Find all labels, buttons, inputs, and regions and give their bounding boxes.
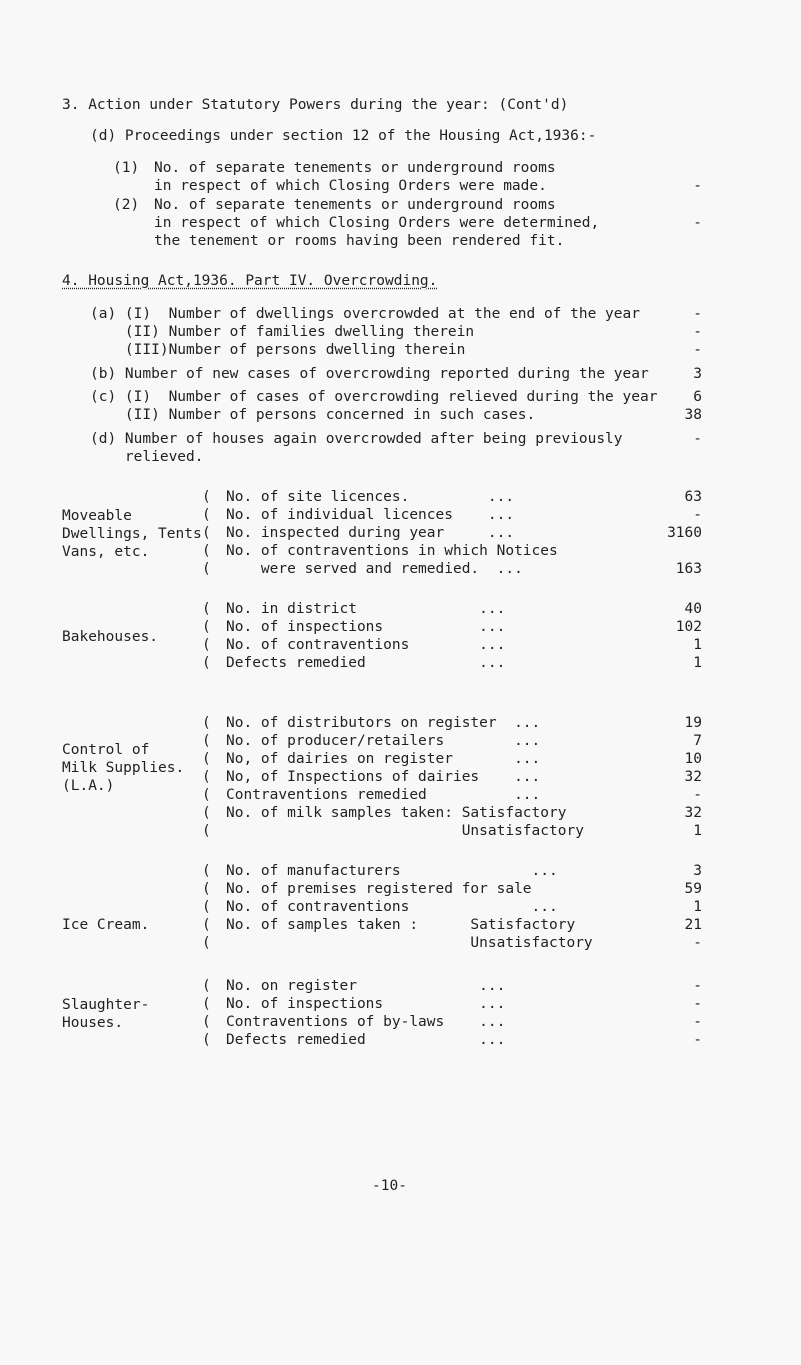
- ice-row-4: No. of samples taken : Satisfactory: [226, 917, 576, 933]
- item-a-ii-value: -: [693, 324, 702, 340]
- milk-row-7-value: 1: [693, 823, 702, 839]
- item-1-line-2: in respect of which Closing Orders were made.: [154, 178, 547, 194]
- item-d-value: -: [693, 431, 702, 447]
- page-number: -10-: [372, 1178, 407, 1194]
- bakehouses-row-4: Defects remedied ...: [226, 655, 506, 671]
- slaughter-row-1-value: -: [693, 978, 702, 994]
- milk-row-3-value: 10: [684, 751, 702, 767]
- item-a-i: (a) (I) Number of dwellings overcrowded at the end of the year: [90, 306, 640, 322]
- bakehouses-row-4-value: 1: [693, 655, 702, 671]
- moveable-bracket: ( ( ( ( (: [202, 489, 211, 577]
- ice-row-3-value: 1: [693, 899, 702, 915]
- moveable-row-4: No. of contraventions in which Notices: [226, 543, 558, 559]
- milk-row-4: No, of Inspections of dairies ...: [226, 769, 541, 785]
- ice-row-1-value: 3: [693, 863, 702, 879]
- subsection-d-title: (d) Proceedings under section 12 of the Housing Act,1936:-: [90, 128, 597, 144]
- item-a-i-value: -: [693, 306, 702, 322]
- bakehouses-row-3: No. of contraventions ...: [226, 637, 506, 653]
- bakehouses-label: Bakehouses.: [62, 629, 159, 645]
- moveable-row-5-value: 163: [675, 561, 702, 577]
- slaughter-row-2: No. of inspections ...: [226, 996, 506, 1012]
- item-1-line-1: No. of separate tenements or underground rooms: [154, 160, 556, 176]
- moveable-row-2-value: -: [693, 507, 702, 523]
- item-1-number: (1): [113, 160, 140, 176]
- section-3-heading: 3. Action under Statutory Powers during the year: (Cont'd): [62, 97, 569, 113]
- ice-row-5: Unsatisfactory: [226, 935, 593, 951]
- milk-row-6-value: 32: [684, 805, 702, 821]
- ice-row-3: No. of contraventions ...: [226, 899, 558, 915]
- milk-row-3: No, of dairies on register ...: [226, 751, 541, 767]
- item-c-i: (c) (I) Number of cases of overcrowding relieved during the year: [90, 389, 658, 405]
- moveable-row-5: were served and remedied. ...: [226, 561, 523, 577]
- milk-row-7: Unsatisfactory: [226, 823, 584, 839]
- ice-row-5-value: -: [693, 935, 702, 951]
- item-1-value: -: [693, 178, 702, 194]
- moveable-row-1-value: 63: [684, 489, 702, 505]
- moveable-row-2: No. of individual licences ...: [226, 507, 515, 523]
- ice-row-2-value: 59: [684, 881, 702, 897]
- milk-label-line-1: Control of: [62, 742, 150, 758]
- item-a-ii: (II) Number of families dwelling therein: [90, 324, 475, 340]
- item-a-iii: (III)Number of persons dwelling therein: [90, 342, 466, 358]
- slaughter-row-4-value: -: [693, 1032, 702, 1048]
- item-c-ii: (II) Number of persons concerned in such cases.: [90, 407, 536, 423]
- milk-row-1-value: 19: [684, 715, 702, 731]
- item-2-line-1: No. of separate tenements or underground rooms: [154, 197, 556, 213]
- slaughter-row-2-value: -: [693, 996, 702, 1012]
- bakehouses-row-3-value: 1: [693, 637, 702, 653]
- item-b-value: 3: [693, 366, 702, 382]
- item-2-line-2: in respect of which Closing Orders were determined,: [154, 215, 600, 231]
- moveable-row-1: No. of site licences. ...: [226, 489, 515, 505]
- milk-label-line-3: (L.A.): [62, 778, 115, 794]
- ice-row-1: No. of manufacturers ...: [226, 863, 558, 879]
- ice-row-4-value: 21: [684, 917, 702, 933]
- item-c-i-value: 6: [693, 389, 702, 405]
- milk-row-1: No. of distributors on register ...: [226, 715, 541, 731]
- slaughter-row-1: No. on register ...: [226, 978, 506, 994]
- item-c-ii-value: 38: [684, 407, 702, 423]
- milk-row-5-value: -: [693, 787, 702, 803]
- bakehouses-bracket: ( ( ( (: [202, 601, 211, 671]
- bakehouses-row-1-value: 40: [684, 601, 702, 617]
- item-2-value: -: [693, 215, 702, 231]
- moveable-label-line-3: Vans, etc.: [62, 544, 150, 560]
- item-d-line-2: relieved.: [90, 449, 204, 465]
- moveable-label-line-1: Moveable: [62, 508, 132, 524]
- milk-row-2: No. of producer/retailers ...: [226, 733, 541, 749]
- ice-cream-bracket: ( ( ( ( (: [202, 863, 211, 951]
- bakehouses-row-2-value: 102: [675, 619, 702, 635]
- milk-row-5: Contraventions remedied ...: [226, 787, 541, 803]
- slaughter-bracket: ( ( ( (: [202, 978, 211, 1048]
- item-a-iii-value: -: [693, 342, 702, 358]
- milk-row-2-value: 7: [693, 733, 702, 749]
- item-2-number: (2): [113, 197, 140, 213]
- milk-label-line-2: Milk Supplies.: [62, 760, 185, 776]
- milk-row-6: No. of milk samples taken: Satisfactory: [226, 805, 567, 821]
- bakehouses-row-1: No. in district ...: [226, 601, 506, 617]
- bakehouses-row-2: No. of inspections ...: [226, 619, 506, 635]
- moveable-row-3-value: 3160: [667, 525, 702, 541]
- milk-row-4-value: 32: [684, 769, 702, 785]
- slaughter-row-3-value: -: [693, 1014, 702, 1030]
- item-2-line-3: the tenement or rooms having been rendered fit.: [154, 233, 565, 249]
- ice-cream-label: Ice Cream.: [62, 917, 150, 933]
- ice-row-2: No. of premises registered for sale: [226, 881, 532, 897]
- slaughter-label-line-1: Slaughter-: [62, 997, 150, 1013]
- slaughter-row-3: Contraventions of by-laws ...: [226, 1014, 506, 1030]
- section-4-heading: 4. Housing Act,1936. Part IV. Overcrowding.: [62, 273, 438, 289]
- item-d-line-1: (d) Number of houses again overcrowded after being previously: [90, 431, 623, 447]
- slaughter-row-4: Defects remedied ...: [226, 1032, 506, 1048]
- item-b: (b) Number of new cases of overcrowding reported during the year: [90, 366, 649, 382]
- slaughter-label-line-2: Houses.: [62, 1015, 124, 1031]
- moveable-row-3: No. inspected during year ...: [226, 525, 515, 541]
- milk-bracket: ( ( ( ( ( ( (: [202, 715, 211, 839]
- moveable-label-line-2: Dwellings, Tents: [62, 526, 202, 542]
